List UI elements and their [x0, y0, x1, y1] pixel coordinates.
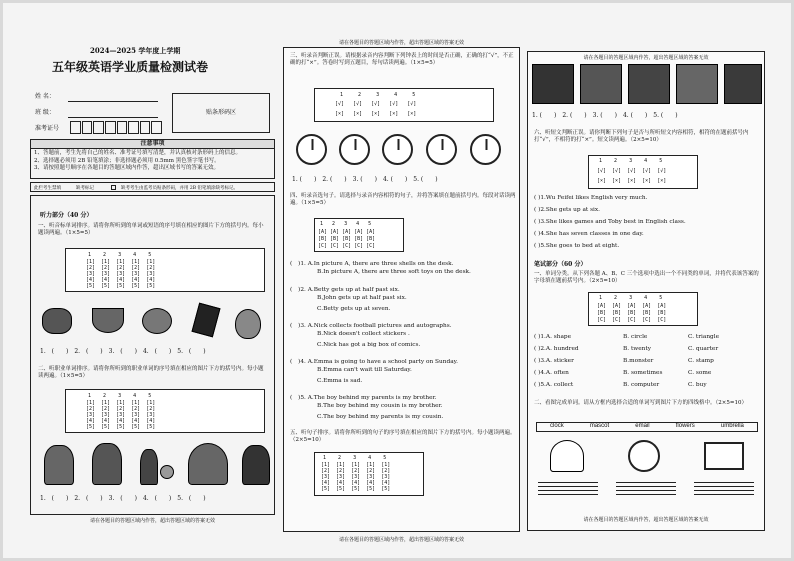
q1-answer-grid[interactable]: 1 2 3 4 5 [1] [1] [1] [1] [1] [2] [2] [2] [2] [2] [3] [3] [3] [3] [3] [4] [4] [4] [4] [4] [5] [5] [5] [5] [5] [65, 248, 265, 292]
picture-answer-brackets[interactable]: 1. ( ) 2. ( ) 3. ( ) 4. ( ) 5. ( ) [532, 112, 678, 119]
q5-answer-grid[interactable]: 1 2 3 4 5 [1] [1] [1] [1] [1] [2] [2] [2] [2] [2] [3] [3] [3] [3] [3] [4] [4] [4] [4] [4] [5] [5] [5] [5] [5] [314, 452, 424, 496]
footer-note: 请在各题目的答题区域内作答，超出答题区域的答案无效 [338, 537, 464, 543]
q5-instructions: 五、听句子排序。请将你所听到的句子的序号填在相应的图片下方的括号内。每小题读两遍。（2×5=10） [290, 430, 516, 443]
q4-answer-grid[interactable]: 1 2 3 4 5 [A] [A] [A] [A] [A] [B] [B] [B] [B] [B] [C] [C] [C] [C] [C] [314, 218, 404, 252]
page-title: 五年级英语学业质量检测试卷 [52, 60, 209, 74]
barcode-area: 贴条形码区 [172, 93, 270, 133]
rugby-ball-image [42, 308, 72, 334]
picture-2-image [580, 64, 622, 104]
written-section-title: 笔试部分（60 分） [534, 261, 587, 268]
q7-instructions: 一、单词分类。从下列各题 A、B、C 三个选项中选出一个不同类的单词，并将代表该答案的字母填在题前括号内。（2×5=10） [534, 271, 759, 284]
q6-answer-grid[interactable]: 1 2 3 4 5 [√] [√] [√] [√] [√] [×] [×] [×] [×] [×] [588, 155, 698, 189]
q7-answer-grid[interactable]: 1 2 3 4 5 [A] [A] [A] [A] [A] [B] [B] [B] [B] [B] [C] [C] [C] [C] [C] [588, 292, 698, 326]
q1-instructions: 一、听音标单词排序。请将你所听到的单词或短语的序号填在相应的图片下方的括号内。每小题读两遍。（1×5=5） [38, 223, 264, 236]
exam-number-label: 准考证号 [35, 125, 60, 132]
q3-answer-grid[interactable]: 1 2 3 4 5 [√] [√] [√] [√] [√] [×] [×] [×] [×] [×] [314, 88, 494, 122]
doctor-image [44, 445, 74, 485]
flowers-image [550, 440, 584, 472]
column-2: 请在各题目的答题区域内作答，超出答题区域的答案无效 三、听录音判断正误。请根据录音内容判断下列钟表上的时间是否正确，正确的打“√”，不正确的打“×”。答卷时写到五题目，每句话读两遍。（1×5=5） 1 2 3 4 5 [√] [√] [√] [√] [√] [×] [×] [×] [×] [×] 1. ( ) 2. ( ) 3. ( ) 4. ( ) 5. ( ) 四、听录音选句子。请选择与录音内容相符的句子，并将答案填在题前括号内。每段对话读两遍。（1×5=5） 1 2 3 4 5 [A] [A] [A] [A] [A] [B] [B] [B] [B] [B] [C] [C] [C] [C] [C] ( )1. A.In picture A, there are three shells on the desk. B.In picture A, there are three soft toys on the desk. ( )2. A.Betty gets up at half past six. B.John gets up at half past six. C.Betty gets up at seven. ( )3. A.Nick collects football pictures and autographs. B.Nick doesn't collect stickers . C.Nick has got a big box of comics. ( )4. A.Emma is going to have a school party on Sunday. B.Emma can't wait till Saturday. C.Emma is sad. ( )5. A.The boy behind my parents is my brother. B.The boy behind my cousin is my brother. C.The boy behind my parents is my cousin. 五、听句子排序。请将你所听到的句子的序号填在相应的图片下方的括号内。每小题读两遍。（2×5=10） 1 2 3 4 5 [1] [1] [1] [1] [1] [2] [2] [2] [2] [2] [3] [3] [3] [3] [3] [4] [4] [4] [4] [4] [5] [5] [5] [5] [5] 请在各题目的答题区域内作答，超出答题区域的答案无效 [283, 47, 520, 532]
police-image [242, 445, 270, 485]
clock-2-image [339, 134, 370, 165]
clock-5-image [470, 134, 501, 165]
absence-strip: 此栏考生禁填 缺考标记 缺考考生由监考员贴条形码，并用 2B 铅笔填涂缺考标记。 [30, 182, 275, 192]
exam-number-boxes[interactable] [70, 121, 162, 134]
q3-answer-brackets[interactable]: 1. ( ) 2. ( ) 3. ( ) 4. ( ) 5. ( ) [292, 176, 438, 183]
picture-4-image [676, 64, 718, 104]
q2-answer-brackets[interactable]: 1. ( ) 2. ( ) 3. ( ) 4. ( ) 5. ( ) [40, 495, 206, 502]
candy-image [142, 308, 172, 334]
alarm-clock-image [628, 440, 660, 472]
footer-note: 请在各题目的答题区域内作答，超出答题区域的答案无效 [338, 40, 464, 46]
year-line: 2024—2025 学年度上学期 [90, 46, 181, 55]
q6-instructions: 六、听短文判断正误。请你判断下列句子是否与所听短文内容相符，相符的在题前括号内打“√”，不相符的打“×”。短文读两遍。（2×5=10） [534, 130, 749, 143]
steering-wheel-image [160, 465, 174, 479]
column-3: 请在各题目的答题区域内作答，超出答题区域的答案无效 1. ( ) 2. ( ) 3. ( ) 4. ( ) 5. ( ) 六、听短文判断正误。请你判断下列句子是否与所听短文内容相符，相符的在题前括号内打“√”，不相符的打“×”。短文读两遍。（2×5=10） 1 2 3 4 5 [√] [√] [√] [√] [√] [×] [×] [×] [×] [×] ( )1.Wu Feifei likes English very much. ( )2.She gets up at six. ( )3.She likes games and Toby best in English class. ( )4.She has seven classes in one day. ( )5.She goes to bed at eight. 笔试部分（60 分） 一、单词分类。从下列各题 A、B、C 三个选项中选出一个不同类的单词，并将代表该答案的字母填在题前括号内。（2×5=10） 1 2 3 4 5 [A] [A] [A] [A] [A] [B] [B] [B] [B] [B] [C] [C] [C] [C] [C] ( )1.A. shape B. circle C. triangle ( )2.A. hundred B. twenty C. quarter ( )3.A. sticker B.monster C. stamp ( )4.A. often B. sometimes C. some ( )5.A. collect B. computer C. buy 二、看图完成单词。请从方框内选择合适的单词写到图片下方的四线格中。（2×5=10） clock mascot email flowers umbrella 请在各题目的答题区域内作答，超出答题区域的答案无效 [527, 51, 765, 531]
chef-image [92, 443, 122, 485]
envelope-email-image [704, 442, 744, 470]
q2-instructions: 二、听职业单词排序。请将你所听到的职业单词的序号填在相应的图片下方的括号内。每小题读两遍。（1×5=5） [38, 366, 264, 379]
footer-note: 请在各题目的答题区域内作答，超出答题区域的答案无效 [583, 55, 709, 61]
answer-sheet [3, 3, 791, 558]
clock-1-image [296, 134, 327, 165]
picture-1-image [532, 64, 574, 104]
q1-answer-brackets[interactable]: 1. ( ) 2. ( ) 3. ( ) 4. ( ) 5. ( ) [40, 348, 206, 355]
notice-box: 注意事项 1、答题前，考生先将自己的姓名、准考证号填写清楚，并认真核对条形码上的信息。 2、选择题必须用 2B 铅笔填涂；非选择题必须用 0.5mm 黑色签字笔书写。 3、请按照题号顺序在各题目的答题区域内作答，超出区域书写的答案无效。 [30, 139, 275, 179]
q4-instructions: 四、听录音选句子。请选择与录音内容相符的句子，并将答案填在题前括号内。每段对话读两遍。（1×5=5） [290, 193, 516, 206]
bowl-image [92, 308, 124, 333]
q3-instructions: 三、听录音判断正误。请根据录音内容判断下列钟表上的时间是否正确，正确的打“√”，不正确的打“×”。答卷时写到五题目，每句话读两遍。（1×5=5） [290, 53, 514, 66]
word-bank: clock mascot email flowers umbrella [536, 422, 758, 432]
q8-instructions: 二、看图完成单词。请从方框内选择合适的单词写到图片下方的四线格中。（2×5=10） [534, 400, 747, 406]
q2-answer-grid[interactable]: 1 2 3 4 5 [1] [1] [1] [1] [1] [2] [2] [2] [2] [2] [3] [3] [3] [3] [3] [4] [4] [4] [4] [4] [5] [5] [5] [5] [5] [65, 389, 265, 433]
listening-title: 听力部分（40 分） [40, 212, 93, 219]
column-1 [30, 13, 275, 524]
picture-3-image [628, 64, 670, 104]
clock-4-image [426, 134, 457, 165]
clock-3-image [382, 134, 413, 165]
footer-note: 请在各题目的答题区域内作答，超出答题区域的答案无效 [583, 517, 709, 523]
farmer-image [188, 443, 228, 485]
name-label: 姓 名： [35, 93, 55, 100]
driver-image [140, 449, 158, 485]
footer-note: 请在各题目的答题区域内作答，超出答题区域的答案无效 [89, 518, 215, 524]
pear-image [235, 309, 261, 339]
class-label: 班 级： [35, 109, 55, 116]
picture-5-image [724, 64, 762, 104]
